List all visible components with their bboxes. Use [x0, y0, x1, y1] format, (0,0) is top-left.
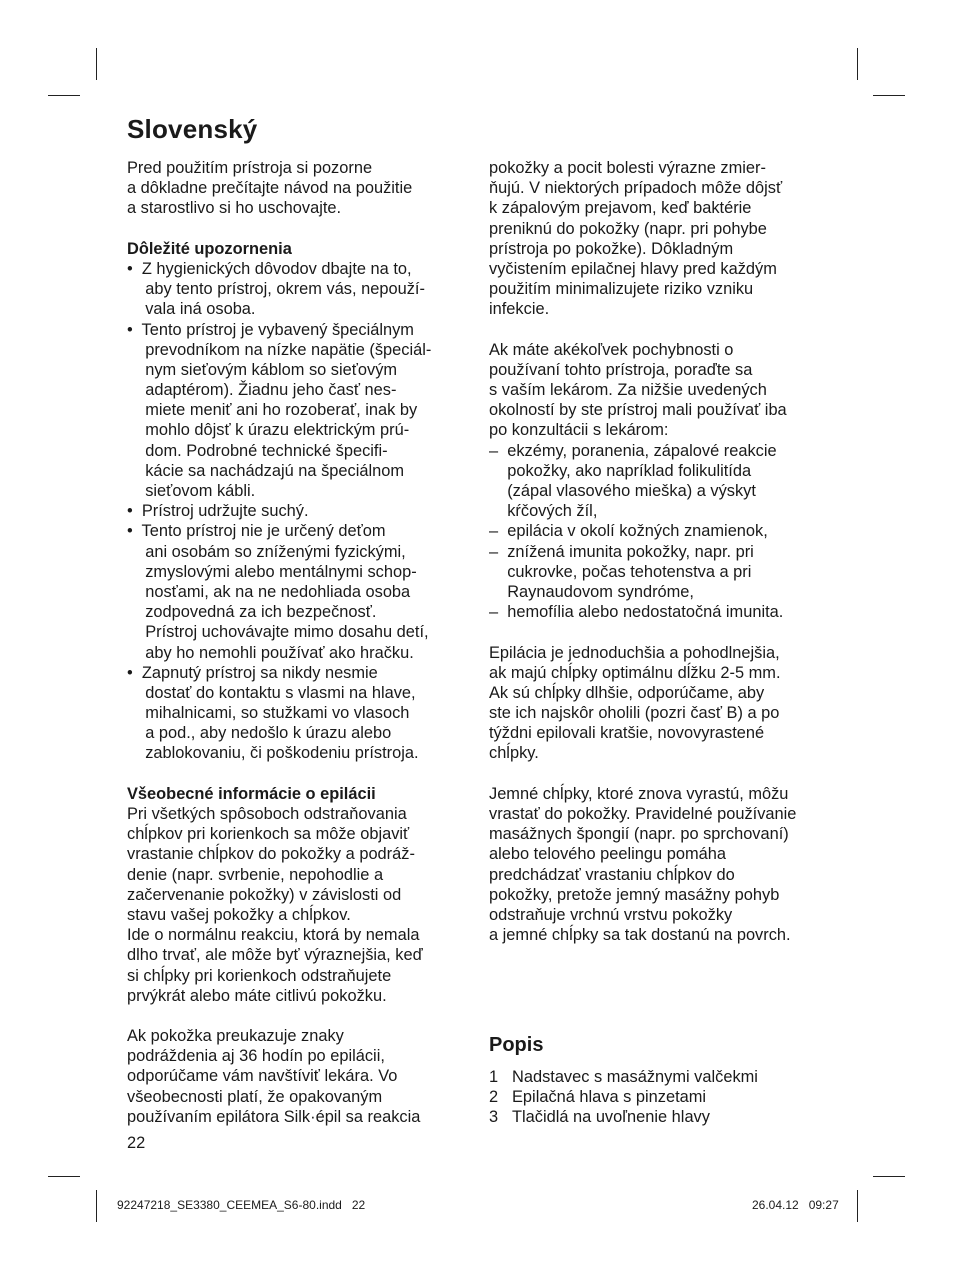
text-line: vyčistením epilačnej hlavy pred každým — [489, 259, 777, 278]
text-line: – ekzémy, poranenia, zápalové reakcie — [489, 441, 777, 460]
crop-mark-top-right-vertical — [857, 48, 858, 80]
text-line: a pod., aby nedošlo k úrazu alebo — [127, 724, 392, 743]
crop-mark-bottom-left-horizontal — [48, 1176, 80, 1177]
text-line: sieťovom kábli. — [127, 482, 256, 500]
text-line: preniknú do pokožky (napr. pri pohybe — [489, 219, 767, 238]
text-line: začervenanie pokožky) v závislosti od — [127, 885, 402, 904]
text-line: pokožky, pretože jemný masážny pohyb — [489, 885, 780, 904]
crop-mark-top-left-horizontal — [48, 95, 80, 96]
popis-list — [489, 1067, 758, 1128]
paragraph-gap — [127, 1006, 467, 1026]
text-line: ňujú. V niektorých prípadoch môže dôjsť — [489, 179, 783, 198]
text-line: pokožky, ako napríklad folikulitída — [489, 461, 752, 480]
paragraph-gap — [489, 622, 834, 642]
text-line: ani osobám so zníženými fyzickými, — [127, 542, 406, 561]
left-column — [127, 158, 467, 1127]
popis-item — [489, 1067, 758, 1087]
text-line: zmyslovými alebo mentálnymi schop- — [127, 562, 417, 581]
text-line: dostať do kontaktu s vlasmi na hlave, — [127, 683, 416, 702]
text-line: si chĺpky pri korienkoch odstraňujete — [127, 966, 392, 985]
page-title: Slovenský — [127, 114, 258, 144]
text-line: dlho trvať, ale môže byť výraznejšia, keď — [127, 946, 423, 965]
paragraph-gap — [489, 764, 834, 784]
text-line: Pri všetkých spôsoboch odstraňovania — [127, 805, 407, 823]
footer-file-info: 92247218_SE3380_CEEMEA_S6-80.indd 22 — [117, 1198, 366, 1212]
text-line: okolností by ste prístroj mali používať iba — [489, 401, 787, 420]
text-line: dom. Podrobné technické špecifi- — [127, 441, 388, 460]
text-line: adaptérom). Žiadnu jeho časť nes- — [127, 381, 397, 400]
text-line: kácie sa nachádzajú na špeciálnom — [127, 461, 404, 480]
text-line: po konzultácii s lekárom: — [489, 421, 669, 440]
paragraph-gap — [127, 764, 467, 784]
paragraph-gap — [127, 219, 467, 239]
text-line: odstraňuje vrchnú vrstvu pokožky — [489, 905, 733, 924]
popis-heading: Popis — [489, 1034, 544, 1056]
popis-item-number: 1 — [489, 1068, 499, 1086]
popis-item-number: 2 — [489, 1088, 499, 1107]
text-line: a jemné chĺpky sa tak dostanú na povrch. — [489, 926, 791, 945]
text-line: použitím minimalizujete riziko vzniku — [489, 280, 754, 299]
crop-mark-bottom-right-vertical — [857, 1190, 858, 1222]
text-line: mohlo dôjsť k úrazu elektrickým prú- — [127, 421, 410, 440]
text-line: miete meniť ani ho rozoberať, inak by — [127, 401, 418, 420]
section-heading: Všeobecné informácie o epilácii — [127, 784, 376, 803]
text-line: Ide o normálnu reakciu, ktorá by nemala — [127, 926, 420, 945]
footer-date: 26.04.12 09:27 — [752, 1198, 839, 1212]
text-line: Epilácia je jednoduchšia a pohodlnejšia, — [489, 643, 780, 662]
text-line: aby tento prístroj, okrem vás, nepouží- — [127, 280, 425, 299]
paragraph-gap — [489, 320, 834, 340]
text-line: podráždenia aj 36 hodín po epilácii, — [127, 1047, 385, 1066]
text-line: všeobecnosti platí, že opakovaným — [127, 1087, 383, 1106]
text-line: – epilácia v okolí kožných znamienok, — [489, 522, 768, 541]
text-line: nym sieťovým káblom so sieťovým — [127, 360, 398, 379]
section-heading: Dôležité upozornenia — [127, 239, 292, 258]
popis-item-text: Tlačidlá na uvoľnenie hlavy — [512, 1108, 710, 1127]
text-line: vala iná osoba. — [127, 300, 256, 319]
text-line: prístroja po pokožke). Dôkladným — [489, 239, 734, 258]
text-line: prevodníkom na nízke napätie (špeciál- — [127, 340, 432, 359]
text-line: používaní tohto prístroja, poraďte sa — [489, 360, 753, 379]
text-line: • Z hygienických dôvodov dbajte na to, — [127, 259, 412, 278]
text-line: • Prístroj udržujte suchý. — [127, 502, 309, 521]
text-line: chĺpkov pri korienkoch sa môže objaviť — [127, 825, 410, 844]
text-line: (zápal vlasového mieška) a výskyt — [489, 482, 756, 500]
text-line: s vaším lekárom. Za nižšie uvedených — [489, 381, 767, 400]
text-line: zodpovedná za ich bezpečnosť. — [127, 603, 377, 622]
text-line: masážnych špongií (napr. po sprchovaní) — [489, 825, 789, 844]
text-line: ste ich najskôr oholili (pozri časť B) a po — [489, 704, 780, 723]
text-line: mihalnicami, so stužkami vo vlasoch — [127, 704, 410, 723]
text-line: – hemofília alebo nedostatočná imunita. — [489, 603, 784, 622]
text-line: k zápalovým prejavom, keď baktérie — [489, 199, 752, 218]
text-line: aby ho nemohli používať ako hračku. — [127, 643, 414, 662]
text-line: zablokovaniu, či poškodeniu prístroja. — [127, 744, 419, 763]
text-line: Jemné chĺpky, ktoré znova vyrastú, môžu — [489, 784, 789, 803]
crop-mark-top-right-horizontal — [873, 95, 905, 96]
text-line: • Tento prístroj nie je určený deťom — [127, 522, 386, 541]
text-line: Ak máte akékoľvek pochybnosti o — [489, 340, 734, 359]
text-line: cukrovke, počas tehotenstva a pri — [489, 562, 752, 581]
right-column — [489, 158, 834, 945]
text-line: infekcie. — [489, 300, 550, 319]
popis-item-number: 3 — [489, 1108, 499, 1127]
crop-mark-bottom-left-vertical — [96, 1190, 97, 1222]
popis-item-text: Epilačná hlava s pinzetami — [512, 1088, 707, 1107]
text-line: • Tento prístroj je vybavený špeciálnym — [127, 320, 414, 339]
text-line: predchádzať vrastaniu chĺpkov do — [489, 865, 735, 884]
text-line: Pred použitím prístroja si pozorne — [127, 159, 373, 177]
text-line: Prístroj uchovávajte mimo dosahu detí, — [127, 623, 429, 642]
text-line: • Zapnutý prístroj sa nikdy nesmie — [127, 663, 378, 682]
text-line: – znížená imunita pokožky, napr. pri — [489, 542, 754, 561]
text-line: nosťami, ak na ne nedohliada osoba — [127, 582, 411, 601]
text-line: týždni epilovali kratšie, novovyrastené — [489, 724, 765, 743]
text-line: denie (napr. svrbenie, nepohodlie a — [127, 865, 384, 884]
crop-mark-top-left-vertical — [96, 48, 97, 80]
text-line: kŕčových žíl, — [489, 502, 598, 521]
text-line: a starostlivo si ho uschovajte. — [127, 199, 342, 218]
text-line: pokožky a pocit bolesti výrazne zmier- — [489, 159, 766, 177]
text-line: vrastať do pokožky. Pravidelné používanie — [489, 805, 797, 823]
text-line: alebo telového peelingu pomáha — [489, 845, 726, 864]
popis-item — [489, 1107, 758, 1127]
text-line: ak majú chĺpky optimálnu dĺžku 2-5 mm. — [489, 663, 781, 682]
text-line: vrastanie chĺpkov do pokožky a podráž- — [127, 845, 415, 864]
text-line: používaním epilátora Silk·épil sa reakcia — [127, 1107, 421, 1126]
text-line: odporúčame vám navštíviť lekára. Vo — [127, 1067, 398, 1086]
text-line: Ak sú chĺpky dlhšie, odporúčame, aby — [489, 683, 765, 702]
text-line: prvýkrát alebo máte citlivú pokožku. — [127, 986, 387, 1005]
text-line: Ak pokožka preukazuje znaky — [127, 1027, 344, 1046]
text-line: stavu vašej pokožky a chĺpkov. — [127, 905, 351, 924]
page-number: 22 — [127, 1134, 146, 1152]
text-line: Raynaudovom syndróme, — [489, 582, 694, 601]
crop-mark-bottom-right-horizontal — [873, 1176, 905, 1177]
popis-item — [489, 1087, 758, 1107]
popis-item-text: Nadstavec s masážnymi valčekmi — [512, 1068, 758, 1086]
text-line: chĺpky. — [489, 744, 539, 763]
text-line: a dôkladne prečítajte návod na použitie — [127, 179, 413, 198]
